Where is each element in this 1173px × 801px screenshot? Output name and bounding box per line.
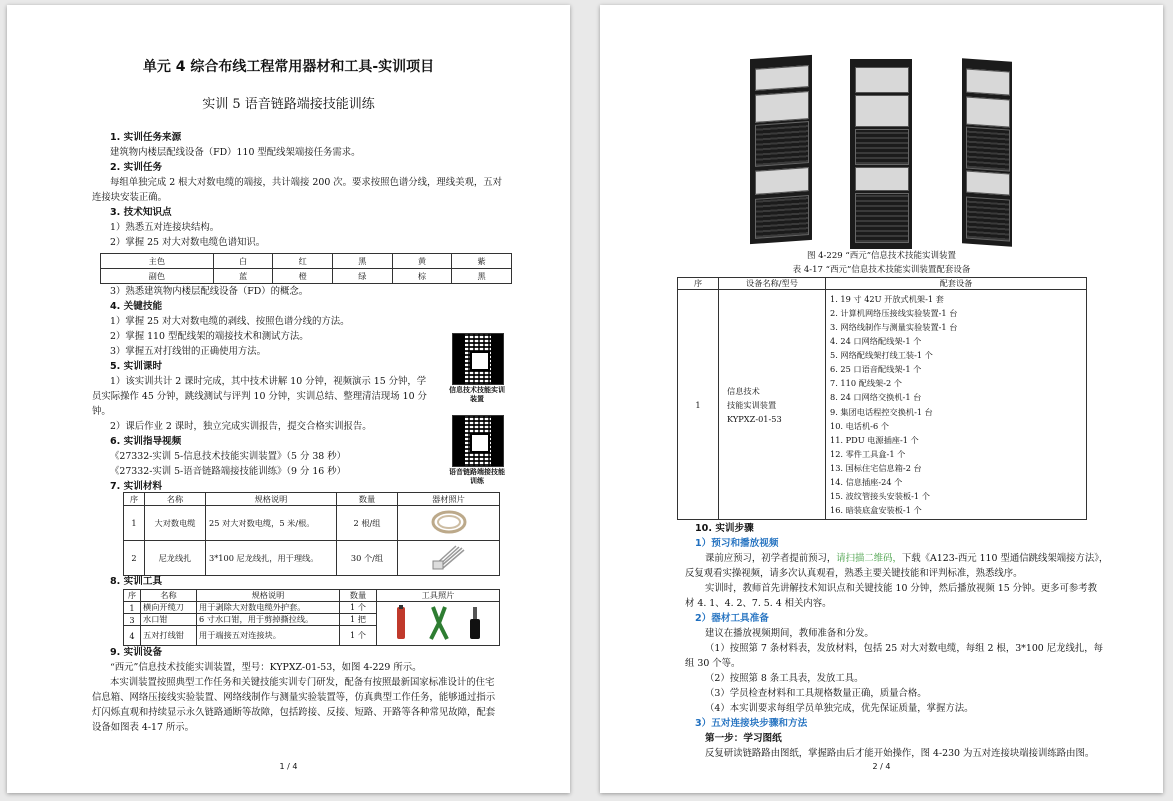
section-7-title: 7. 实训材料	[110, 481, 163, 492]
step-1-text-1	[705, 551, 1108, 566]
equipment-name-cell	[719, 290, 826, 520]
rack-photo-right	[962, 58, 1012, 246]
equipment-list-cell	[826, 290, 1087, 520]
section-5-text-1: 1）该实训共计 2 课时完成，其中技术讲解 10 分钟，视频演示 15 分钟，学	[110, 376, 427, 387]
cable-tie-photo	[398, 541, 500, 576]
step-1-text-2: 反复观看实操视频，请多次认真观看，熟悉主要关键技能和评判标准，熟悉线序。	[685, 568, 1023, 579]
section-5-text-3: 钟。	[92, 406, 111, 417]
equipment-name-line: 信息技术	[727, 385, 760, 396]
table-cell: 橙	[273, 269, 333, 284]
step-3-subtitle: 第一步：学习图纸	[705, 733, 782, 744]
table-header: 序	[678, 278, 719, 290]
section-4-title: 4. 关键技能	[110, 301, 163, 312]
video-link-1[interactable]: 《27332-实训 5-信息技术技能实训装置》（5 分 38 秒）	[110, 451, 346, 462]
list-item: 9. 集团电话程控交换机-1 台	[830, 406, 933, 417]
materials-table	[123, 492, 500, 576]
video-link-2[interactable]: 《27332-实训 5-语音链路端接技能训练》（9 分 16 秒）	[110, 466, 346, 477]
table-header: 名称	[141, 590, 197, 602]
text-run: 下载《A123-西元 110 型通信跳线架端接方法》，	[901, 553, 1109, 564]
table-header: 数量	[337, 493, 398, 506]
step-2-text-3: 组 30 个等。	[685, 658, 741, 669]
step-1-text-4: 材 4. 1、4. 2、7. 5. 4 相关内容。	[685, 598, 832, 609]
list-item: 12. 零件工具盒-1 个	[830, 448, 906, 459]
tools-photo	[377, 602, 500, 646]
section-9-text-1: “西元”信息技术技能实训装置，型号：KYPXZ-01-53，如图 4-229 所示。	[110, 662, 422, 673]
table-row	[124, 541, 500, 576]
color-spectrum-table	[100, 253, 512, 284]
list-item: 6. 25 口语音配线架-1 个	[830, 364, 922, 375]
section-3-item-2: 2）掌握 25 对大对数电缆色谱知识。	[110, 237, 266, 248]
table-cell: 1	[124, 602, 141, 614]
text-run: 课前应预习，初学者提前预习，	[705, 553, 837, 564]
table-cell: 棕	[392, 269, 452, 284]
table-cell: 1 个	[340, 626, 377, 646]
table-cell: 30 个/组	[337, 541, 398, 576]
table-cell: 副色	[101, 269, 214, 284]
section-2-text-1: 每组单独完成 2 根大对数电缆的端接，共计端接 200 次。要求按照色谱分线，理线美观，五对	[110, 177, 503, 188]
rack-photo-left	[750, 55, 812, 244]
section-2-title: 2. 实训任务	[110, 162, 163, 173]
step-2-text-1: 建议在播放视频期间，教师准备和分发。	[705, 628, 874, 639]
table-header: 序	[124, 590, 141, 602]
section-3-title: 3. 技术知识点	[110, 207, 172, 218]
table-row	[124, 602, 500, 614]
table-cell: 3*100 尼龙线扎，用于理线。	[206, 541, 337, 576]
equipment-table	[677, 277, 1087, 520]
qr-code-1-label: 信息技术技能实训装置	[449, 386, 505, 403]
step-2-text-5: （3）学员检查材料和工具规格数量正确，质量合格。	[705, 688, 927, 699]
section-9-text-5: 设备如图表 4-17 所示。	[92, 722, 195, 733]
section-10-title: 10. 实训步骤	[695, 523, 754, 534]
section-9-text-2: 本实训装置按照典型工作任务和关键技能实训专门研发，配备有按照最新国家标准设计的住宅	[110, 677, 495, 688]
document-page-1	[7, 5, 570, 793]
table-row	[124, 506, 500, 541]
section-4-item-2: 2）掌握 110 型配线架的端接技术和测试方法。	[110, 331, 309, 342]
table-cell: 大对数电缆	[145, 506, 206, 541]
table-cell: 主色	[101, 254, 214, 269]
step-2-text-6: （4）本实训要求每组学员单独完成，优先保证质量，掌握方法。	[705, 703, 974, 714]
list-item: 2. 计算机网络压接线实验装置-1 台	[830, 307, 958, 318]
table-cell: 1 个	[340, 602, 377, 614]
qr-code-1[interactable]	[452, 333, 504, 385]
table-cell: 五对打线钳	[141, 626, 197, 646]
list-item: 16. 暗装底盒安装板-1 个	[830, 505, 922, 516]
section-6-title: 6. 实训指导视频	[110, 436, 182, 447]
table-cell: 6 寸水口钳，用于剪掉撕拉线。	[197, 614, 340, 626]
table-header: 规格说明	[197, 590, 340, 602]
table-cell: 紫	[452, 254, 512, 269]
list-item: 10. 电话机-6 个	[830, 420, 889, 431]
table-cell: 3	[124, 614, 141, 626]
table-header: 设备名称/型号	[719, 278, 826, 290]
step-3-text-1: 反复研读链路路由图纸，掌握路由后才能开始操作，图 4-230 为五对连接块端接训练路由图。	[705, 748, 1095, 759]
section-5-title: 5. 实训课时	[110, 361, 163, 372]
table-caption: 表 4-17 “西元”信息技术技能实训装置配套设备	[792, 265, 971, 275]
unit-title: 单元 4 综合布线工程常用器材和工具-实训项目	[142, 59, 435, 75]
list-item: 8. 24 口网络交换机-1 台	[830, 392, 922, 403]
table-cell: 4	[124, 626, 141, 646]
section-5-text-2: 员实际操作 45 分钟，跳线测试与评判 10 分钟，实训总结、整理清洁现场 10 分	[92, 391, 427, 402]
list-item: 5. 网络配线架打线工装-1 个	[830, 350, 933, 361]
step-3-title: 3）五对连接块步骤和方法	[695, 718, 808, 729]
list-item: 13. 国标住宅信息箱-2 台	[830, 462, 922, 473]
table-cell: 1	[678, 290, 719, 520]
section-3-item-1: 1）熟悉五对连接块结构。	[110, 222, 220, 233]
step-2-title: 2）器材工具准备	[695, 613, 769, 624]
table-header: 数量	[340, 590, 377, 602]
table-row	[678, 290, 1087, 520]
section-1-text: 建筑物内楼层配线设备（FD）110 型配线架端接任务需求。	[110, 147, 361, 158]
section-9-title: 9. 实训设备	[110, 647, 163, 658]
section-2-text-2: 连接块安装正确。	[92, 192, 168, 203]
table-cell: 蓝	[213, 269, 273, 284]
step-1-text-3: 实训时，教师首先讲解技术知识点和关键技能 10 分钟，然后播放视频 15 分钟。更多可参考教	[705, 583, 1098, 594]
table-header: 序	[124, 493, 145, 506]
qr-code-2[interactable]	[452, 415, 504, 467]
section-1-title: 1. 实训任务来源	[110, 132, 182, 143]
list-item: 1. 19 寸 42U 开放式机架-1 套	[830, 293, 944, 304]
table-cell: 水口钳	[141, 614, 197, 626]
section-8-title: 8. 实训工具	[110, 576, 163, 587]
table-cell: 尼龙线扎	[145, 541, 206, 576]
section-5-text-4: 2）课后作业 2 课时，独立完成实训报告，提交合格实训报告。	[110, 421, 372, 432]
section-9-text-4: 灯闪烁直观和持续显示永久链路通断等故障，包括跨接、反接、短路、开路等各种常见故障，配套	[92, 707, 496, 718]
table-cell: 横向开缆刀	[141, 602, 197, 614]
table-cell: 2	[124, 541, 145, 576]
table-header: 名称	[145, 493, 206, 506]
table-cell: 红	[273, 254, 333, 269]
table-cell: 2 根/组	[337, 506, 398, 541]
table-cell: 黑	[452, 269, 512, 284]
table-cell: 黄	[392, 254, 452, 269]
list-item: 4. 24 口网络配线架-1 个	[830, 336, 922, 347]
rack-photo-center	[850, 59, 912, 249]
equipment-name-line: 技能实训装置	[727, 399, 777, 410]
table-header: 工具照片	[377, 590, 500, 602]
step-2-text-2: （1）按照第 7 条材料表，发放材料，包括 25 对大对数电缆，每组 2 根，3*100 尼龙线扎，每	[705, 643, 1103, 654]
table-cell: 用于剥除大对数电缆外护套。	[197, 602, 340, 614]
page-number: 2 / 4	[872, 762, 891, 771]
table-cell: 用于端接五对连接块。	[197, 626, 340, 646]
document-page-2	[600, 5, 1163, 793]
table-header: 配套设备	[826, 278, 1087, 290]
list-item: 3. 网络线制作与测量实验装置-1 台	[830, 321, 958, 332]
cable-photo	[398, 506, 500, 541]
table-cell: 1	[124, 506, 145, 541]
list-item: 11. PDU 电源插座-1 个	[830, 434, 919, 445]
table-header: 规格说明	[206, 493, 337, 506]
qr-code-2-label: 语音链路端接技能训练	[449, 468, 505, 485]
table-cell: 白	[213, 254, 273, 269]
section-9-text-3: 信息箱、网络压接线实验装置、网络线制作与测量实验装置等，仿真典型工作任务，能够通过指示	[92, 692, 496, 703]
table-cell: 黑	[333, 254, 393, 269]
figure-caption: 图 4-229 “西元”信息技术技能实训装置	[806, 251, 957, 261]
step-2-text-4: （2）按照第 8 条工具表，发放工具。	[705, 673, 864, 684]
table-cell: 25 对大对数电缆，5 米/根。	[206, 506, 337, 541]
training-title: 实训 5 语音链路端接技能训练	[202, 97, 375, 112]
section-4-item-1: 1）掌握 25 对大对数电缆的剥线、按照色谱分线的方法。	[110, 316, 350, 327]
list-item: 15. 波纹管接头安装板-1 个	[830, 491, 930, 502]
section-3-item-3: 3）熟悉建筑物内楼层配线设备（FD）的概念。	[110, 286, 309, 297]
step-1-title: 1）预习和播放视频	[695, 538, 779, 549]
page-number: 1 / 4	[279, 762, 298, 771]
table-header: 器材照片	[398, 493, 500, 506]
tools-table	[123, 589, 500, 646]
list-item: 14. 信息插座-24 个	[830, 476, 903, 487]
scan-qr-link[interactable]: 请扫描二维码，	[836, 553, 902, 564]
section-4-item-3: 3）掌握五对打线钳的正确使用方法。	[110, 346, 266, 357]
equipment-name-line: KYPXZ-01-53	[727, 413, 782, 424]
table-cell: 绿	[333, 269, 393, 284]
table-cell: 1 把	[340, 614, 377, 626]
list-item: 7. 110 配线架-2 个	[830, 378, 902, 389]
